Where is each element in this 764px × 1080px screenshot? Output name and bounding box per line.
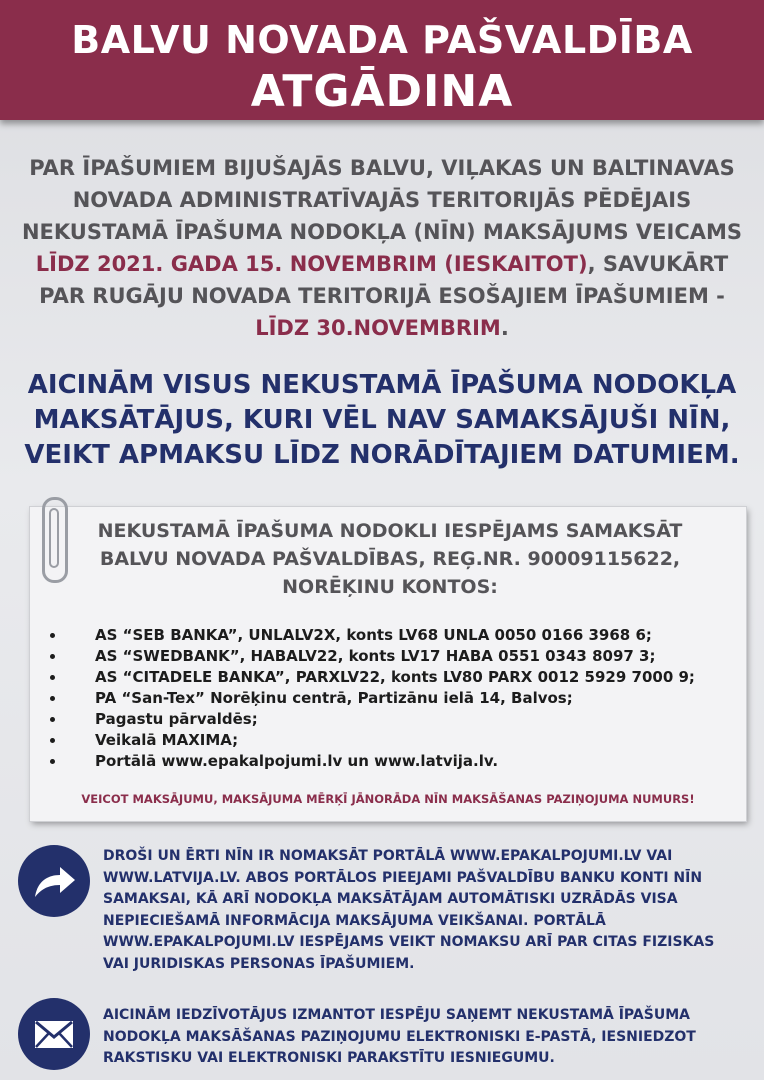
list-item: Portālā www.epakalpojumi.lv un www.latvija.lv. [48, 751, 695, 772]
payment-card-title: NEKUSTAMĀ ĪPAŠUMA NODOKLI IESPĒJAMS SAMAKSĀT BALVU NOVADA PAŠVALDĪBAS, REĢ.NR. 90009115622, NORĒĶINU KONTOS: [97, 520, 683, 598]
list-item: Veikalā MAXIMA; [48, 730, 695, 751]
email-info-text: AICINĀM IEDZĪVOTĀJUS IZMANTOT IESPĒJU SAŅEMT NEKUSTAMĀ ĪPAŠUMA NODOKĻA MAKSĀŠANAS PAZIŅOJUMU ELEKTRONISKI E-PASTĀ, IESNIEDZOT RAKSTISKU VAI ELEKTRONISKI PARAKSTĪTU IESNIEGUMU. [103, 1007, 696, 1066]
list-item: PA “San-Tex” Norēķinu centrā, Partizānu ielā 14, Balvos; [48, 688, 695, 709]
portal-info-text: DROŠI UN ĒRTI NĪN IR NOMAKSĀT PORTĀLĀ WWW.EPAKALPOJUMI.LV VAI WWW.LATVIJA.LV. ABOS PORTĀLOS PIEEJAMI PAŠVALDĪBU BANKU KONTI NĪN SAMAKSAI, KĀ ARĪ NODOKĻA MAKSĀTĀJAM AUTOMĀTISKI UZRĀDĀS VISA NEPIECIEŠAMĀ INFORMĀCIJA MAKSĀJUMA VEIKŠANAI. PORTĀLĀ WWW.EPAKALPOJUMI.LV IESPĒJAMS VEIKT NOMAKSU ARĪ PAR CITAS FIZISKAS VAI JURIDISKAS PERSONAS ĪPAŠUMIEM. [103, 848, 715, 972]
list-item: AS “CITADELE BANKA”, PARXLV22, konts LV80 PARX 0012 5929 7000 9; [48, 667, 695, 688]
payment-methods-list [48, 625, 695, 772]
payment-appeal: AICINĀM VISUS NEKUSTAMĀ ĪPAŠUMA NODOKĻA MAKSĀTĀJUS, KURI VĒL NAV SAMAKSĀJUŠI NĪN, VEIKT APMAKSU LĪDZ NORĀDĪTAJIEM DATUMIEM. [24, 370, 740, 470]
payment-warning: VEICOT MAKSĀJUMU, MAKSĀJUMA MĒRĶĪ JĀNORĀDA NĪN MAKSĀŠANAS PAZIŅOJUMA NUMURS! [81, 792, 695, 806]
deadline-notice-text: PAR ĪPAŠUMIEM BIJUŠAJĀS BALVU, VIĻAKAS UN BALTINAVAS NOVADA ADMINISTRATĪVAJĀS TERITORIJĀS PĒDĒJAIS NEKUSTAMĀ ĪPAŠUMA NODOKĻA (NĪN) MAKSĀJUMS VEICAMS [21, 156, 743, 244]
deadline-notice-end: . [500, 316, 509, 340]
paperclip-icon [42, 497, 68, 583]
deadline-highlight-2: LĪDZ 30.NOVEMBRIM [255, 316, 501, 340]
payment-card [30, 507, 746, 821]
deadline-highlight-1: LĪDZ 2021. GADA 15. NOVEMBRIM (IESKAITOT) [35, 252, 588, 276]
deadline-notice-text-2: , SAVUKĀRT PAR RUGĀJU NOVADA TERITORIJĀ ESOŠAJIEM ĪPAŠUMIEM - [39, 252, 729, 308]
header-title-line2: ATGĀDINA [250, 66, 514, 117]
envelope-icon [18, 998, 90, 1070]
header-title-line1: BALVU NOVADA PAŠVALDĪBA [71, 18, 693, 62]
list-item: AS “SWEDBANK”, HABALV22, konts LV17 HABA 0551 0343 8097 3; [48, 646, 695, 667]
header-banner [0, 0, 764, 120]
share-arrow-icon [18, 845, 90, 917]
deadline-notice [20, 152, 744, 344]
list-item: AS “SEB BANKA”, UNLALV2X, konts LV68 UNLA 0050 0166 3968 6; [48, 625, 695, 646]
list-item: Pagastu pārvaldēs; [48, 709, 695, 730]
